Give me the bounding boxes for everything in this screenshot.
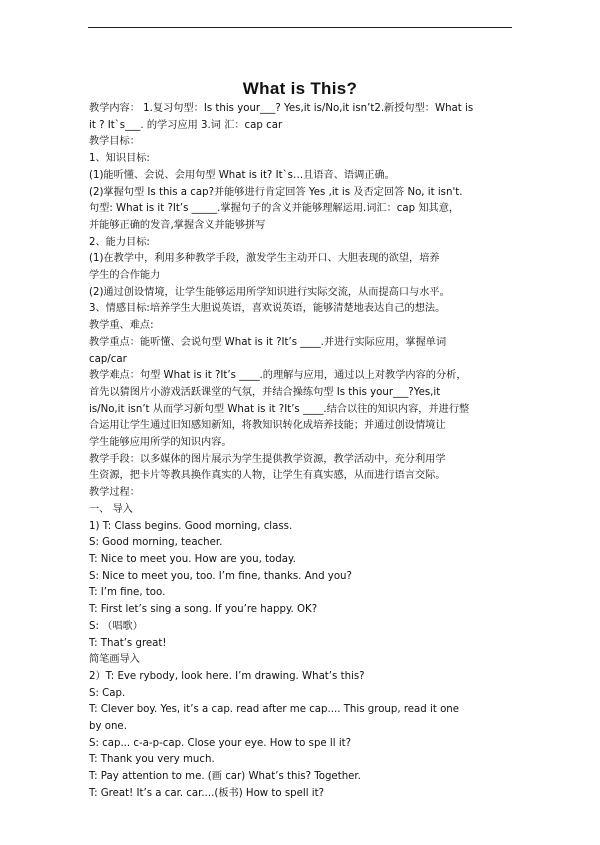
text-line: T: Pay attention to me. (画 car) What’s this? Together. xyxy=(89,771,361,783)
text-line: T: Great! It’s a car. car....(板书) How to spell it? xyxy=(89,787,325,799)
text-line: 教学手段：以多媒体的图片展示为学生提供教学资源，教学活动中，充分利用学 xyxy=(89,453,446,465)
text-line: 教学内容： 1.复习句型：Is this your___? Yes,it is/No,it isn’t2.新授句型：What is xyxy=(89,103,474,114)
page-title: What is This? xyxy=(242,79,358,98)
text-line: 教学难点：句型 What is it ?It’s ____.的理解与应用，通过以上对教学内容的分析， xyxy=(89,370,467,382)
text-line: (2)通过创设情境，让学生能够运用所学知识进行实际交流，从而提高口与水平。 xyxy=(89,286,450,298)
text-line: 1、知识目标: xyxy=(89,153,150,165)
text-line: S: （唱歌） xyxy=(89,620,143,632)
text-line: S: cap... c-a-p-cap. Close your eye. How to spe ll it? xyxy=(89,737,352,749)
text-line: it ? It`s___. 的学习应用 3.词 汇：cap car xyxy=(89,119,283,131)
text-line: (2)掌握句型 Is this a cap?并能够进行肯定回答 Yes ,it is 及否定回答 No, it isn't. xyxy=(89,186,463,198)
text-line: 3、情感目标:培养学生大胆说英语，喜欢说英语，能够清楚地表达自己的想法。 xyxy=(89,303,446,315)
text-line: 学生的合作能力 xyxy=(89,270,161,282)
text-line: T: That’s great! xyxy=(89,637,167,649)
text-line: T: Nice to meet you. How are you, today. xyxy=(89,553,296,565)
text-line: T: Thank you very much. xyxy=(89,754,215,766)
text-line: by one. xyxy=(89,721,127,733)
text-line: T: Clever boy. Yes, it’s a cap. read after me cap.... This group, read it one xyxy=(89,704,460,716)
text-line: S: Cap. xyxy=(89,687,126,699)
document-body xyxy=(89,101,512,803)
text-line: (1)在教学中，利用多种教学手段，激发学生主动开口、大胆表现的欲望，培养 xyxy=(89,253,440,265)
text-line: 教学目标： xyxy=(89,136,140,148)
text-line: 合运用让学生通过旧知感知新知，将教知识转化成培养技能；并通过创设情境让 xyxy=(89,420,446,432)
text-line: is/No,it isn’t 从而学习新句型 What is it ?It’s ____.结合以往的知识内容，并进行整 xyxy=(89,403,470,415)
text-line: 生资源，把卡片等教具换作真实的人物，让学生有真实感，从而进行语言交际。 xyxy=(89,470,446,482)
text-line: 简笔画导入 xyxy=(89,654,140,666)
text-line: 1) T: Class begins. Good morning, class. xyxy=(89,520,293,532)
text-line: T: First let’s sing a song. If you’re happy. OK? xyxy=(89,604,318,616)
header-rule xyxy=(88,27,512,28)
text-line: T: I’m fine, too. xyxy=(89,587,166,599)
text-line: 首先以猜图片小游戏活跃课堂的气氛，并结合操练句型 Is this your___?Yes,it xyxy=(89,386,441,398)
text-line: S: Good morning, teacher. xyxy=(89,537,223,549)
text-line: cap/car xyxy=(89,353,127,365)
text-line: 2、能力目标: xyxy=(89,236,150,248)
text-line: 并能够正确的发音,掌握含义并能够拼写 xyxy=(89,219,266,231)
text-line: 教学重点：能听懂、会说句型 What is it ?It’s ____.并进行实际应用，掌握单词 xyxy=(89,336,447,348)
text-line: S: Nice to meet you, too. I’m fine, thanks. And you? xyxy=(89,570,352,582)
text-line: 教学重、难点: xyxy=(89,320,154,332)
text-line: 句型: What is it ?It’s _____.掌握句子的含义并能够理解运用.词汇：cap 知其意， xyxy=(89,203,460,215)
text-line: 一、 导入 xyxy=(89,503,133,515)
text-line: 教学过程： xyxy=(89,487,140,499)
text-line: 学生能够应用所学的知识内容。 xyxy=(89,437,232,449)
text-line: (1)能听懂、会说、会用句型 What is it? It`s…且语音、语调正确。 xyxy=(89,169,395,181)
text-line: 2）T: Eve rybody, look here. I’m drawing. What’s this? xyxy=(89,670,365,682)
